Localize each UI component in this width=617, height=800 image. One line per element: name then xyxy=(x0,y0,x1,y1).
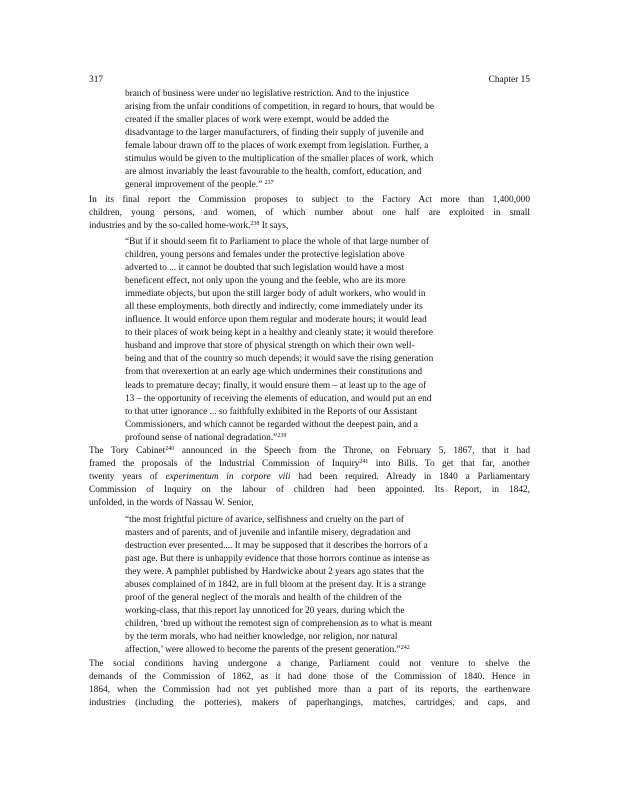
text-line: husband and improve that store of physical strength on which their own well- xyxy=(125,341,415,352)
text-line: from that overexertion at an early age which undermines their constitutions and xyxy=(125,367,423,378)
text-line: being and that of the country so much depends; it would save the rising generation xyxy=(125,354,434,365)
text-line: adverted to ... it cannot be doubted that such legislation would have a most xyxy=(125,263,405,274)
block-quote-2 xyxy=(125,236,500,445)
text-line: children, ‘bred up without the remotest sign of comprehension as to what is meant xyxy=(125,619,433,630)
text-line: to that utter ignorance ... so faithfully exhibited in the Reports of our Assistant xyxy=(125,406,418,417)
paragraph-tory-cabinet xyxy=(89,445,530,510)
text-line: In its final report the Commission proposes to subject to the Factory Act more than 1,400,000 xyxy=(89,195,530,205)
text-line: 13 – the opportunity of receiving the elements of education, and would put an end xyxy=(125,393,432,404)
text-line: created if the smaller places of work were exempt, would be added the xyxy=(125,115,389,126)
text-line: children, young persons, and women, of which number about one half are exploited in small xyxy=(89,208,530,219)
footnote-ref: 237 xyxy=(264,180,274,187)
text-line: stimulus would be given to the multiplication of the smaller places of work, which xyxy=(125,154,434,165)
text-line: masters and of parents, and of juvenile and infantile misery, degradation and xyxy=(125,528,411,539)
text-line: to their places of work being kept in a healthy and cleanly state; it would therefore xyxy=(125,328,433,339)
text-line: framed the proposals of the Industrial Commission of Inquiry$^{241}$ into Bills. To get that far, another xyxy=(89,459,531,470)
paragraph-commission-report xyxy=(89,194,530,233)
block-quote-1 xyxy=(125,88,500,192)
text-line: abuses complained of in 1842, are in full bloom at the present day. It is a strange xyxy=(125,580,426,591)
text-line: female labour drawn off to the places of work exempt from legislation. Further, a xyxy=(125,141,429,152)
text-line: destruction ever presented.... It may be supposed that it describes the horrors of a xyxy=(125,541,428,552)
text-line: general improvement of the people.” $^{237}$ xyxy=(125,180,274,191)
text-line: all these employments, both directly and indirectly, come immediately under its xyxy=(125,302,423,313)
text-line: branch of business were under no legislative restriction. And to the injustice xyxy=(125,89,409,99)
text-line: unfolded, in the words of Nassau W. Senior, xyxy=(89,498,254,509)
text-line: The Tory Cabinet$^{240}$ announced in the Speech from the Throne, on February 5, 1867, that it had xyxy=(89,446,530,456)
text-line: working-class, that this report lay unnoticed for 20 years, during which the xyxy=(125,606,405,617)
text-line: Commission of Inquiry on the labour of children had been appointed. Its Report, in 1842, xyxy=(89,485,530,496)
footnote-ref: 242 xyxy=(400,645,410,652)
text-line: influence. It would enforce upon them regular and moderate hours; it would lead xyxy=(125,315,427,326)
text-line: immediate objects, but upon the still larger body of adult workers, who would in xyxy=(125,289,426,300)
text-line: leads to premature decay; finally, it would ensure them – at least up to the age of xyxy=(125,380,427,391)
text-line: twenty years of experimentum in corpore vili had been required. Already in 1840 a Parliamentary xyxy=(89,472,531,483)
text-line: beneficent effect, not only upon the young and the feeble, who are its more xyxy=(125,276,406,287)
text-line: children, young persons and females under the protective legislation above xyxy=(125,250,405,261)
text-line: proof of the general neglect of the morals and health of the children of the xyxy=(125,593,402,604)
text-line: The social conditions having undergone a change, Parliament could not venture to shelve the xyxy=(89,659,530,669)
footnote-ref: 238 xyxy=(250,221,260,228)
text-line: “But if it should seem fit to Parliament to place the whole of that large number of xyxy=(125,237,429,247)
text-line: arising from the unfair conditions of competition, in regard to hours, that would be xyxy=(125,102,435,113)
text-line: industries (including the potteries), makers of paperhangings, matches, cartridges, and caps, and xyxy=(89,698,530,709)
text-line: they were. A pamphlet published by Hardwicke about 2 years ago states that the xyxy=(125,567,424,578)
text-line: 1864, when the Commission had not yet published more than a part of its reports, the earthenware xyxy=(89,685,530,696)
text-line: profound sense of national degradation.”$^{239}$ xyxy=(125,432,287,443)
text-line: industries and by the so-called home-work.$^{238}$ It says, xyxy=(89,221,289,232)
footnote-ref: 241 xyxy=(359,459,369,466)
chapter-title: Chapter 15 xyxy=(488,75,530,85)
text-line: “the most frightful picture of avarice, selfishness and cruelty on the part of xyxy=(125,515,404,525)
text-line: are almost invariably the least favourable to the health, comfort, education, and xyxy=(125,167,422,178)
text-line: past age. But there is unhappily evidence that those horrors continue as intense as xyxy=(125,554,430,565)
text-line: demands of the Commission of 1862, as it had done those of the Commission of 1840. Hence in xyxy=(89,672,530,683)
text-line: by the term morals, who had neither knowledge, nor religion, nor natural xyxy=(125,632,398,643)
latin-phrase: experimentum in corpore vili xyxy=(165,472,291,483)
paragraph-social-conditions xyxy=(89,658,530,710)
page-number: 317 xyxy=(89,75,104,85)
text-line: disadvantage to the larger manufacturers, of finding their supply of juvenile and xyxy=(125,128,424,139)
text-line: affection,’ were allowed to become the parents of the present generation.”$^{242}$ xyxy=(125,645,410,656)
block-quote-3 xyxy=(125,514,500,658)
footnote-ref: 239 xyxy=(277,432,287,439)
running-header xyxy=(89,73,530,87)
footnote-ref: 240 xyxy=(165,446,175,452)
text-line: Commissioners, and which cannot be regarded without the deepest pain, and a xyxy=(125,419,418,430)
